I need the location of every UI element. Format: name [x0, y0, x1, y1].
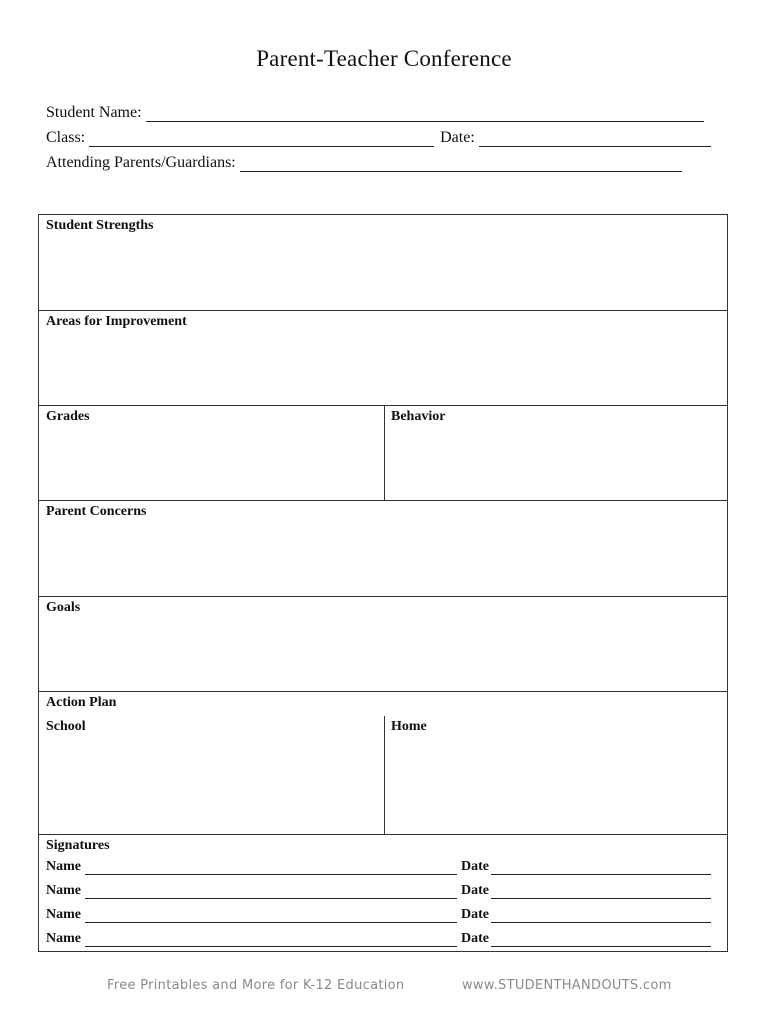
- signature-row: [46, 905, 711, 923]
- attending-label: Attending Parents/Guardians:: [46, 154, 236, 171]
- signature-name-field[interactable]: [85, 934, 457, 947]
- signature-name-label: Name: [46, 931, 81, 946]
- footer-tagline: Free Printables and More for K-12 Education: [107, 978, 405, 993]
- grades-label: Grades: [46, 409, 90, 424]
- student-name-row: [46, 100, 704, 122]
- section-goals[interactable]: [39, 596, 727, 691]
- signature-date-label: Date: [461, 907, 489, 922]
- section-areas-for-improvement[interactable]: [39, 310, 727, 405]
- home-label: Home: [391, 719, 427, 734]
- signature-date-label: Date: [461, 859, 489, 874]
- student-name-label: Student Name:: [46, 104, 142, 121]
- signature-name-field[interactable]: [85, 862, 457, 875]
- signature-name-field[interactable]: [85, 886, 457, 899]
- section-signatures: [39, 834, 727, 951]
- goals-label: Goals: [46, 600, 81, 615]
- student-name-field[interactable]: [146, 107, 704, 122]
- signature-name-label: Name: [46, 859, 81, 874]
- section-grades[interactable]: [39, 406, 384, 500]
- parent-concerns-label: Parent Concerns: [46, 504, 147, 519]
- attending-field[interactable]: [240, 157, 682, 172]
- signature-date-field[interactable]: [491, 862, 711, 875]
- section-grades-behavior: [39, 405, 727, 500]
- behavior-label: Behavior: [391, 409, 446, 424]
- signature-date-field[interactable]: [491, 910, 711, 923]
- footer-website-link[interactable]: www.STUDENTHANDOUTS.com: [462, 978, 672, 993]
- signatures-label: Signatures: [46, 838, 110, 853]
- areas-for-improvement-label: Areas for Improvement: [46, 314, 187, 329]
- page-title: Parent-Teacher Conference: [256, 46, 512, 71]
- school-label: School: [46, 719, 86, 734]
- signature-name-label: Name: [46, 907, 81, 922]
- date-field[interactable]: [479, 132, 711, 147]
- section-action-plan-home[interactable]: [384, 716, 727, 834]
- signature-date-field[interactable]: [491, 886, 711, 899]
- section-behavior[interactable]: [384, 406, 727, 500]
- section-parent-concerns[interactable]: [39, 500, 727, 596]
- date-label: Date:: [440, 129, 475, 146]
- section-student-strengths[interactable]: [39, 215, 727, 310]
- signature-row: [46, 881, 711, 899]
- conference-form: [38, 214, 728, 952]
- signature-date-label: Date: [461, 883, 489, 898]
- section-action-plan: [39, 691, 727, 834]
- signature-row: [46, 857, 711, 875]
- class-field[interactable]: [89, 132, 434, 147]
- section-action-plan-school[interactable]: [39, 716, 384, 834]
- attending-row: [46, 150, 682, 172]
- signature-date-field[interactable]: [491, 934, 711, 947]
- student-strengths-label: Student Strengths: [46, 218, 154, 233]
- signature-name-label: Name: [46, 883, 81, 898]
- class-date-row: [46, 125, 711, 147]
- signature-date-label: Date: [461, 931, 489, 946]
- action-plan-label: Action Plan: [46, 695, 117, 710]
- signature-row: [46, 929, 711, 947]
- class-label: Class:: [46, 129, 86, 146]
- signature-name-field[interactable]: [85, 910, 457, 923]
